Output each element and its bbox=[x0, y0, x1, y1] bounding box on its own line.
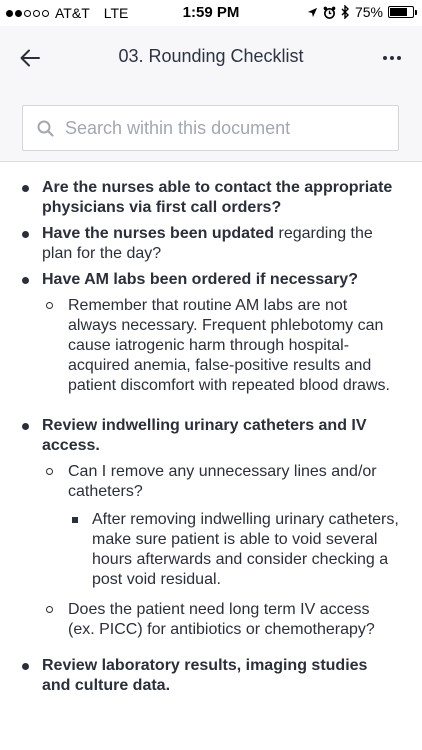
arrow-left-icon bbox=[20, 49, 40, 67]
sub-sub-list bbox=[68, 510, 400, 590]
sub-list-item-text: Does the patient need long term IV access (ex. PICC) for antibiotics or chemotherapy? bbox=[68, 601, 375, 638]
more-horizontal-icon bbox=[383, 56, 387, 60]
sub-sub-list-item-text: After removing indwelling urinary catheters, make sure patient is able to void several hours afterwards and consider checking a post void residual. bbox=[92, 511, 399, 588]
checklist bbox=[0, 162, 422, 696]
sub-list-item-text: Can I remove any unnecessary lines and/or catheters? bbox=[68, 463, 377, 500]
sub-list-item-text: Remember that routine AM labs are not always necessary. Frequent phlebotomy can cause iatrogenic harm through hospital-acquired anemia, false-positive results and patient discomfort with repeated blood draws. bbox=[68, 297, 390, 394]
status-bar bbox=[0, 0, 422, 26]
checklist-item-heading: Have AM labs been ordered if necessary? bbox=[42, 271, 358, 288]
more-button[interactable] bbox=[376, 42, 408, 74]
checklist-item-heading: Have the nurses been updated bbox=[42, 225, 275, 242]
checklist-item-heading: Are the nurses able to contact the appropriate physicians via first call orders? bbox=[42, 179, 393, 216]
battery-icon bbox=[388, 6, 414, 18]
search-input[interactable] bbox=[65, 118, 385, 139]
checklist-item bbox=[0, 178, 422, 218]
sub-sub-list-item bbox=[68, 510, 400, 590]
sub-list-item bbox=[42, 462, 400, 590]
back-button[interactable] bbox=[14, 42, 46, 74]
search-box[interactable] bbox=[22, 105, 399, 151]
checklist-item bbox=[0, 416, 422, 640]
sub-list-item bbox=[42, 600, 400, 640]
alarm-icon bbox=[323, 6, 336, 19]
document-content bbox=[0, 162, 422, 750]
sub-list-item bbox=[42, 296, 400, 396]
battery-percent: 75% bbox=[354, 4, 383, 20]
page-title: 03. Rounding Checklist bbox=[118, 46, 304, 66]
checklist-item-heading: Review indwelling urinary catheters and IV access. bbox=[42, 417, 367, 454]
carrier-label: AT&T bbox=[55, 5, 90, 21]
network-label: LTE bbox=[103, 5, 129, 21]
checklist-item bbox=[0, 270, 422, 396]
status-time: 1:59 PM bbox=[182, 4, 240, 21]
sub-list bbox=[42, 296, 400, 396]
nav-bar bbox=[0, 26, 422, 90]
sub-list bbox=[42, 462, 400, 640]
status-right bbox=[307, 4, 414, 20]
checklist-item-heading: Review laboratory results, imaging studies and culture data. bbox=[42, 657, 368, 694]
checklist-item bbox=[0, 656, 422, 696]
bluetooth-icon bbox=[341, 5, 350, 19]
search-area bbox=[0, 90, 422, 162]
checklist-item bbox=[0, 224, 422, 264]
checklist-item-text: regarding the plan for the day? bbox=[42, 225, 373, 262]
search-icon bbox=[25, 120, 65, 137]
location-icon bbox=[307, 7, 318, 18]
